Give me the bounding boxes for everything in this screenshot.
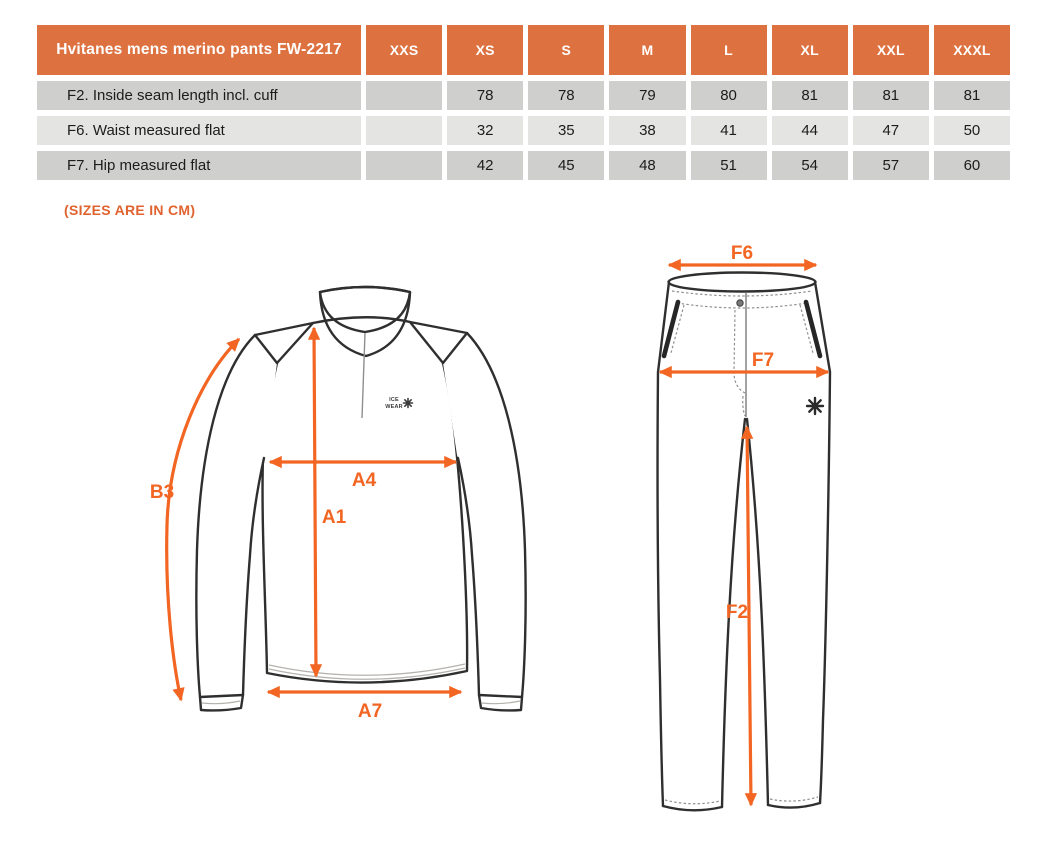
table-title-cell: Hvitanes mens merino pants FW-2217 (37, 25, 361, 75)
value-cell-s: 35 (528, 116, 604, 145)
size-header-cell-xxs: XXS (366, 25, 442, 75)
row-label-cell: F6. Waist measured flat (37, 116, 361, 145)
value-cell-xxl: 47 (853, 116, 929, 145)
waist-button-icon (737, 300, 743, 306)
inseam-label: F2 (725, 602, 749, 623)
waistband (669, 273, 816, 292)
unit-note: (SIZES ARE IN CM) (64, 202, 196, 218)
collar-inner (320, 287, 410, 332)
size-header-cell-xl: XL (772, 25, 848, 75)
value-cell-xxxl: 81 (934, 81, 1010, 110)
size-header-cell-xs: XS (447, 25, 523, 75)
value-cell-xxxl: 50 (934, 116, 1010, 145)
brand-text-line2: WEAR (385, 404, 403, 410)
value-cell-m: 48 (609, 151, 685, 180)
waist-width-label: F6 (730, 243, 754, 264)
value-cell-xxl: 57 (853, 151, 929, 180)
size-header-cell-l: L (691, 25, 767, 75)
hip-width-label: F7 (751, 350, 775, 371)
size-header-cell-xxxl: XXXL (934, 25, 1010, 75)
shirt-left-sleeve (196, 335, 277, 710)
value-cell-xxl: 81 (853, 81, 929, 110)
hem-width-label: A7 (357, 701, 383, 722)
value-cell-l: 51 (691, 151, 767, 180)
value-cell-xxs (366, 151, 442, 180)
front-length-arrow (314, 328, 316, 676)
value-cell-xxs (366, 81, 442, 110)
chest-width-label: A4 (351, 470, 377, 491)
sleeve-length-label: B3 (149, 482, 175, 503)
value-cell-s: 78 (528, 81, 604, 110)
icewear-logo (385, 397, 412, 410)
value-cell-l: 41 (691, 116, 767, 145)
value-cell-m: 38 (609, 116, 685, 145)
value-cell-xxxl: 60 (934, 151, 1010, 180)
value-cell-m: 79 (609, 81, 685, 110)
brand-text-line1: ICE (389, 397, 399, 403)
row-label-cell: F7. Hip measured flat (37, 151, 361, 180)
value-cell-xxs (366, 116, 442, 145)
pants-body (658, 282, 830, 810)
value-cell-xs: 42 (447, 151, 523, 180)
value-cell-xs: 32 (447, 116, 523, 145)
value-cell-xl: 54 (772, 151, 848, 180)
shoulder-seams (255, 322, 467, 363)
value-cell-xs: 78 (447, 81, 523, 110)
front-length-label: A1 (321, 507, 347, 528)
row-label-cell: F2. Inside seam length incl. cuff (37, 81, 361, 110)
snowflake-icon (807, 398, 823, 414)
pants-diagram (630, 240, 930, 840)
gear-icon (404, 399, 413, 408)
value-cell-xl: 81 (772, 81, 848, 110)
shirt-diagram (140, 250, 610, 770)
size-header-cell-s: S (528, 25, 604, 75)
zipper-line (362, 333, 365, 418)
shirt-right-sleeve (443, 333, 526, 710)
shirt-body (263, 317, 468, 682)
value-cell-xl: 44 (772, 116, 848, 145)
size-header-cell-m: M (609, 25, 685, 75)
value-cell-s: 45 (528, 151, 604, 180)
value-cell-l: 80 (691, 81, 767, 110)
shirt-outline (196, 287, 525, 710)
size-header-cell-xxl: XXL (853, 25, 929, 75)
size-table (37, 25, 1010, 180)
pants-outline (658, 273, 830, 811)
